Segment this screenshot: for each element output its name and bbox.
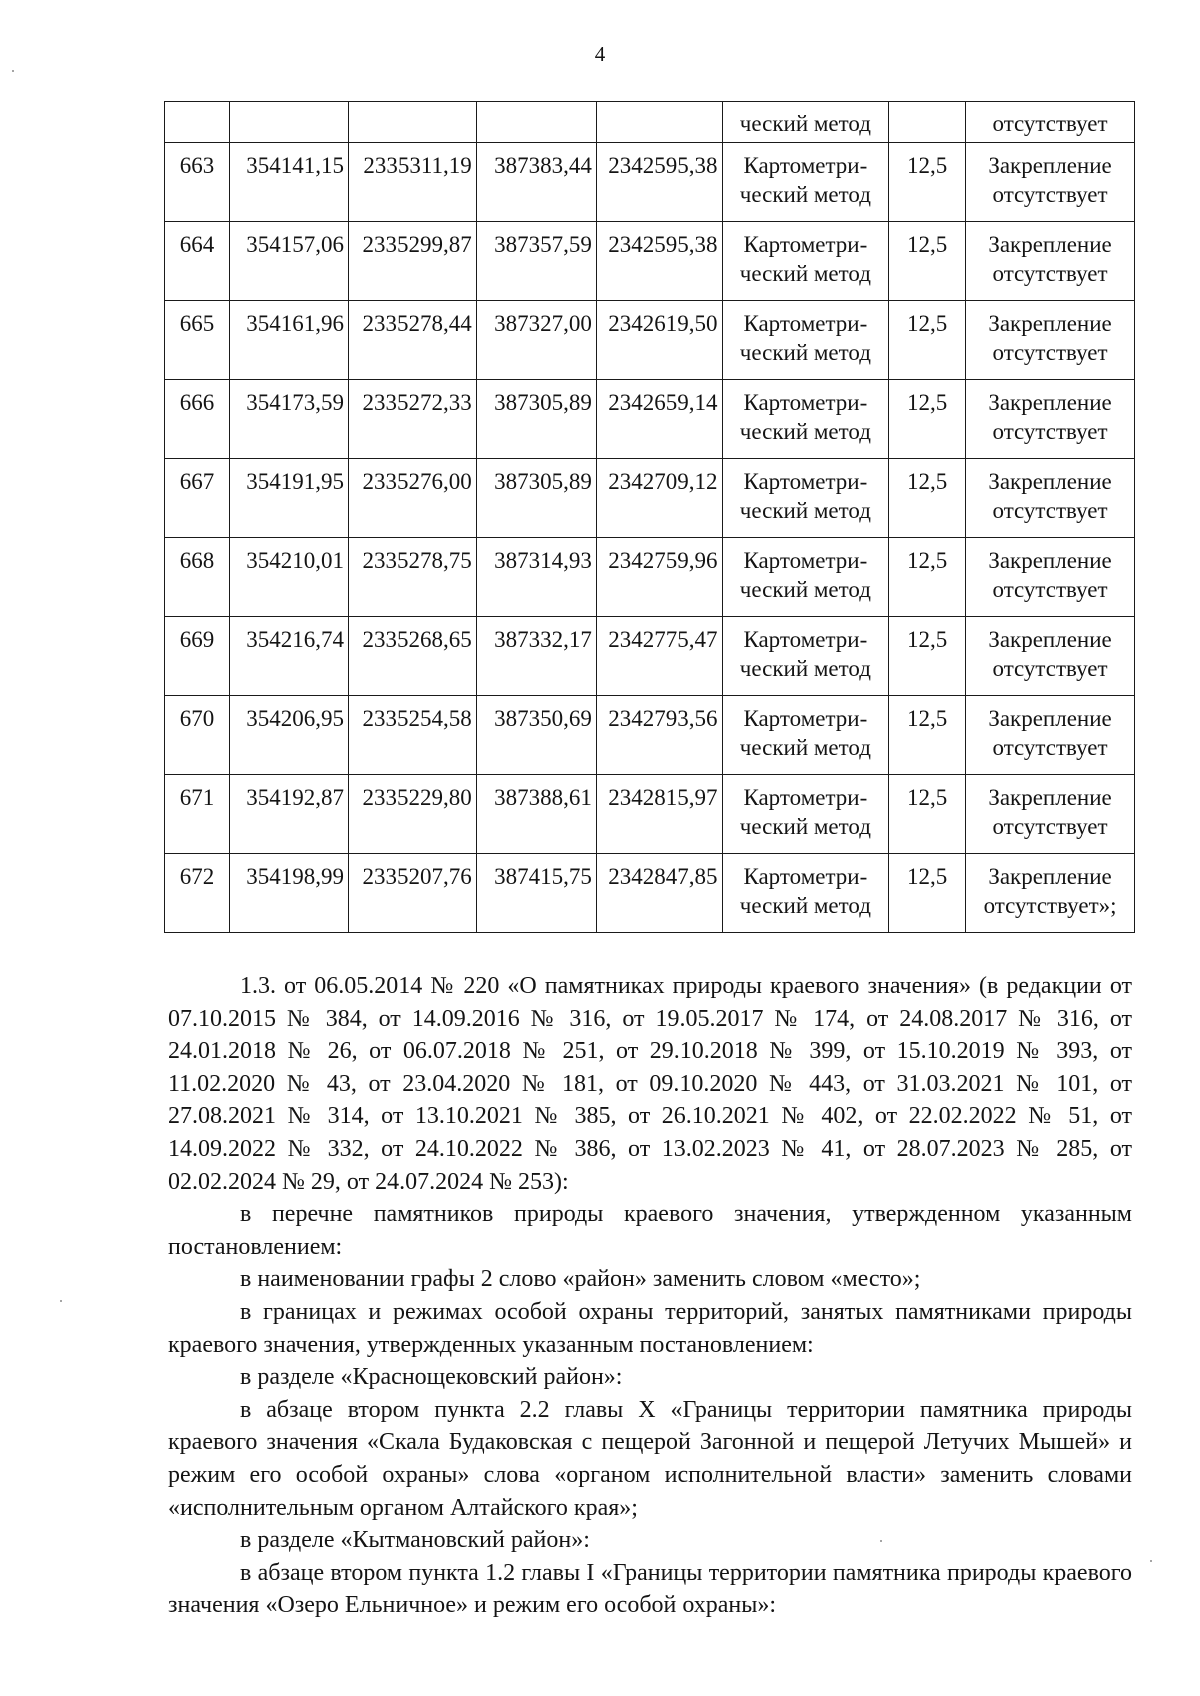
cell-id: 670: [165, 696, 230, 775]
cell-x2: 387350,69: [476, 696, 596, 775]
cell-x1: 354157,06: [229, 222, 348, 301]
cell-accuracy: 12,5: [889, 459, 966, 538]
cell-method-line-1: Картометри-: [743, 232, 868, 257]
cell-accuracy: 12,5: [889, 380, 966, 459]
scan-speck: [1150, 1560, 1152, 1562]
cell-fixing-line-1: Закрепление: [988, 785, 1112, 810]
cell-method: [722, 775, 889, 854]
cell-method-line-1: Картометри-: [743, 469, 868, 494]
cell-x2: 387314,93: [476, 538, 596, 617]
cell-method-line-1: Картометри-: [743, 785, 868, 810]
cell-x2: 387327,00: [476, 301, 596, 380]
cell-fixing-line-2: отсутствует: [992, 498, 1108, 523]
cell-y2: 2342793,56: [596, 696, 722, 775]
cell-fixing-line-1: Закрепление: [988, 627, 1112, 652]
cell-id: 668: [165, 538, 230, 617]
cell-y2: 2342709,12: [596, 459, 722, 538]
cell-x2: [476, 102, 596, 143]
cell-fixing: [966, 617, 1135, 696]
cell-x2: 387305,89: [476, 380, 596, 459]
cell-accuracy: 12,5: [889, 301, 966, 380]
cell-id: 663: [165, 143, 230, 222]
cell-y2: 2342659,14: [596, 380, 722, 459]
paragraph-column-name: в наименовании графы 2 слово «район» заменить словом «место»;: [240, 1266, 921, 1293]
table-row: [165, 380, 1135, 459]
cell-method: [722, 222, 889, 301]
paragraph-boundaries: в границах и режимах особой охраны территорий, занятых памятниками природы краевого значения, утвержденных указанным постановлением:: [168, 1298, 1132, 1358]
cell-y1: 2335278,44: [349, 301, 477, 380]
table-row: [165, 222, 1135, 301]
table-row: [165, 459, 1135, 538]
cell-y1: 2335311,19: [349, 143, 477, 222]
paragraph-section-kytmanovsky: в разделе «Кытмановский район»:: [240, 1527, 590, 1554]
cell-method-line-2: ческий метод: [739, 182, 871, 207]
cell-x1: 354198,99: [229, 854, 348, 933]
cell-y2: 2342759,96: [596, 538, 722, 617]
cell-fixing: [966, 380, 1135, 459]
cell-x1: 354173,59: [229, 380, 348, 459]
cell-fixing: [966, 775, 1135, 854]
cell-accuracy: 12,5: [889, 617, 966, 696]
cell-fixing: [966, 538, 1135, 617]
cell-y1: 2335268,65: [349, 617, 477, 696]
cell-fixing-line-1: Закрепление: [988, 153, 1112, 178]
table-row: [165, 617, 1135, 696]
cell-x2: 387332,17: [476, 617, 596, 696]
table-row: [165, 143, 1135, 222]
cell-id: 664: [165, 222, 230, 301]
cell-y2: [596, 102, 722, 143]
cell-method: [722, 854, 889, 933]
cell-fixing-line-1: Закрепление: [988, 390, 1112, 415]
paragraph-list-of-monuments: в перечне памятников природы краевого значения, утвержденном указанным постановлением:: [168, 1201, 1132, 1260]
cell-y1: 2335278,75: [349, 538, 477, 617]
cell-x2: 387383,44: [476, 143, 596, 222]
cell-method: [722, 380, 889, 459]
cell-fixing-line-1: Закрепление: [988, 311, 1112, 336]
cell-id: 666: [165, 380, 230, 459]
cell-fixing-line-2: отсутствует: [992, 261, 1108, 286]
cell-fixing-line-1: Закрепление: [988, 469, 1112, 494]
cell-method: [722, 143, 889, 222]
table-row-continuation: [165, 102, 1135, 143]
cell-y2: 2342775,47: [596, 617, 722, 696]
cell-method-line-2: ческий метод: [739, 261, 871, 286]
cell-y1: 2335229,80: [349, 775, 477, 854]
cell-y2: 2342595,38: [596, 143, 722, 222]
cell-y1: 2335272,33: [349, 380, 477, 459]
cell-method: [722, 617, 889, 696]
amendment-text: [168, 970, 1132, 1622]
scan-speck: [12, 70, 14, 72]
cell-y2: 2342847,85: [596, 854, 722, 933]
cell-x2: 387415,75: [476, 854, 596, 933]
cell-x2: 387357,59: [476, 222, 596, 301]
cell-y2: 2342619,50: [596, 301, 722, 380]
cell-method-line-2: ческий метод: [739, 419, 871, 444]
cell-x2: 387388,61: [476, 775, 596, 854]
cell-method-line-1: Картометри-: [743, 153, 868, 178]
cell-fixing: [966, 854, 1135, 933]
cell-id: 672: [165, 854, 230, 933]
cell-fixing: [966, 301, 1135, 380]
cell-method-line-1: Картометри-: [743, 311, 868, 336]
cell-id: 671: [165, 775, 230, 854]
table-row: [165, 696, 1135, 775]
table-row: [165, 301, 1135, 380]
cell-method: [722, 301, 889, 380]
cell-y2: 2342595,38: [596, 222, 722, 301]
cell-fixing: отсутствует: [966, 102, 1135, 143]
scan-speck: [880, 1540, 882, 1542]
cell-x1: 354141,15: [229, 143, 348, 222]
cell-y1: [349, 102, 477, 143]
cell-id: 667: [165, 459, 230, 538]
cell-fixing-line-1: Закрепление: [988, 548, 1112, 573]
cell-y1: 2335299,87: [349, 222, 477, 301]
cell-method-line-1: Картометри-: [743, 548, 868, 573]
cell-x1: 354161,96: [229, 301, 348, 380]
cell-x1: [229, 102, 348, 143]
paragraph-chapter-i: в абзаце втором пункта 1.2 главы I «Границы территории памятника природы краевого значения «Озеро Ельничное» и режим его особой охраны»:: [168, 1559, 1132, 1619]
cell-method: ческий метод: [722, 102, 889, 143]
cell-fixing-line-2: отсутствует: [992, 814, 1108, 839]
paragraph-chapter-x: в абзаце втором пункта 2.2 главы X «Границы территории памятника природы краевого значения «Скала Будаковская с пещерой Загонной и пещерой Летучих Мышей» и режим его особой охраны» слова «органом исполнительной власти» заменить словами «исполнительным органом Алтайского края»;: [168, 1396, 1132, 1521]
cell-x1: 354206,95: [229, 696, 348, 775]
cell-method: [722, 459, 889, 538]
cell-y1: 2335254,58: [349, 696, 477, 775]
cell-fixing-line-2: отсутствует»;: [983, 893, 1117, 918]
cell-fixing: [966, 222, 1135, 301]
cell-x1: 354210,01: [229, 538, 348, 617]
cell-id: 665: [165, 301, 230, 380]
cell-id: 669: [165, 617, 230, 696]
cell-fixing-line-1: Закрепление: [988, 232, 1112, 257]
cell-method-line-2: ческий метод: [739, 735, 871, 760]
cell-method-line-2: ческий метод: [739, 656, 871, 681]
cell-fixing: [966, 143, 1135, 222]
cell-id: [165, 102, 230, 143]
cell-fixing-line-2: отсутствует: [992, 735, 1108, 760]
cell-method-line-2: ческий метод: [739, 577, 871, 602]
cell-x1: 354192,87: [229, 775, 348, 854]
cell-method-line-1: Картометри-: [743, 627, 868, 652]
cell-method-line-1: Картометри-: [743, 864, 868, 889]
cell-fixing-line-2: отсутствует: [992, 340, 1108, 365]
cell-y1: 2335276,00: [349, 459, 477, 538]
paragraph-1-3: 1.3. от 06.05.2014 № 220 «О памятниках природы краевого значения» (в редакции от 07.10.2015 № 384, от 14.09.2016 № 316, от 19.05.2017 № 174, от 24.08.2017 № 316, от 24.01.2018 № 26, от 06.07.2018 № 251, от 29.10.2018 № 399, от 15.10.2019 № 393, от 11.02.2020 № 43, от 23.04.2020 № 181, от 09.10.2020 № 443, от 31.03.2021 № 101, от 27.08.2021 № 314, от 13.10.2021 № 385, от 26.10.2021 № 402, от 22.02.2022 № 51, от 14.09.2022 № 332, от 24.10.2022 № 386, от 13.02.2023 № 41, от 28.07.2023 № 285, от 02.02.2024 № 29, от 24.07.2024 № 253):: [168, 973, 1132, 1195]
table-row: [165, 854, 1135, 933]
cell-accuracy: [889, 102, 966, 143]
cell-accuracy: 12,5: [889, 854, 966, 933]
cell-fixing: [966, 459, 1135, 538]
table-row: [165, 775, 1135, 854]
cell-method-line-2: ческий метод: [739, 340, 871, 365]
cell-fixing-line-2: отсутствует: [992, 577, 1108, 602]
cell-x1: 354191,95: [229, 459, 348, 538]
cell-y1: 2335207,76: [349, 854, 477, 933]
scan-speck: [60, 1300, 62, 1302]
cell-accuracy: 12,5: [889, 222, 966, 301]
table-body: [165, 102, 1135, 933]
table-row: [165, 538, 1135, 617]
cell-fixing-line-2: отсутствует: [992, 656, 1108, 681]
cell-method-line-1: Картометри-: [743, 706, 868, 731]
cell-fixing-line-1: Закрепление: [988, 864, 1112, 889]
cell-fixing-line-2: отсутствует: [992, 419, 1108, 444]
paragraph-section-krasnoshchekovsky: в разделе «Краснощековский район»:: [240, 1364, 623, 1391]
page-number: 4: [594, 42, 606, 66]
cell-accuracy: 12,5: [889, 775, 966, 854]
cell-y2: 2342815,97: [596, 775, 722, 854]
coordinates-table: [164, 101, 1135, 933]
cell-accuracy: 12,5: [889, 538, 966, 617]
cell-x2: 387305,89: [476, 459, 596, 538]
cell-fixing: [966, 696, 1135, 775]
cell-fixing-line-1: Закрепление: [988, 706, 1112, 731]
cell-method-line-2: ческий метод: [739, 893, 871, 918]
cell-method: [722, 538, 889, 617]
cell-accuracy: 12,5: [889, 696, 966, 775]
cell-method-line-1: Картометри-: [743, 390, 868, 415]
cell-method-line-2: ческий метод: [739, 814, 871, 839]
cell-fixing-line-2: отсутствует: [992, 182, 1108, 207]
cell-method: [722, 696, 889, 775]
cell-method-line-2: ческий метод: [739, 498, 871, 523]
cell-accuracy: 12,5: [889, 143, 966, 222]
cell-x1: 354216,74: [229, 617, 348, 696]
